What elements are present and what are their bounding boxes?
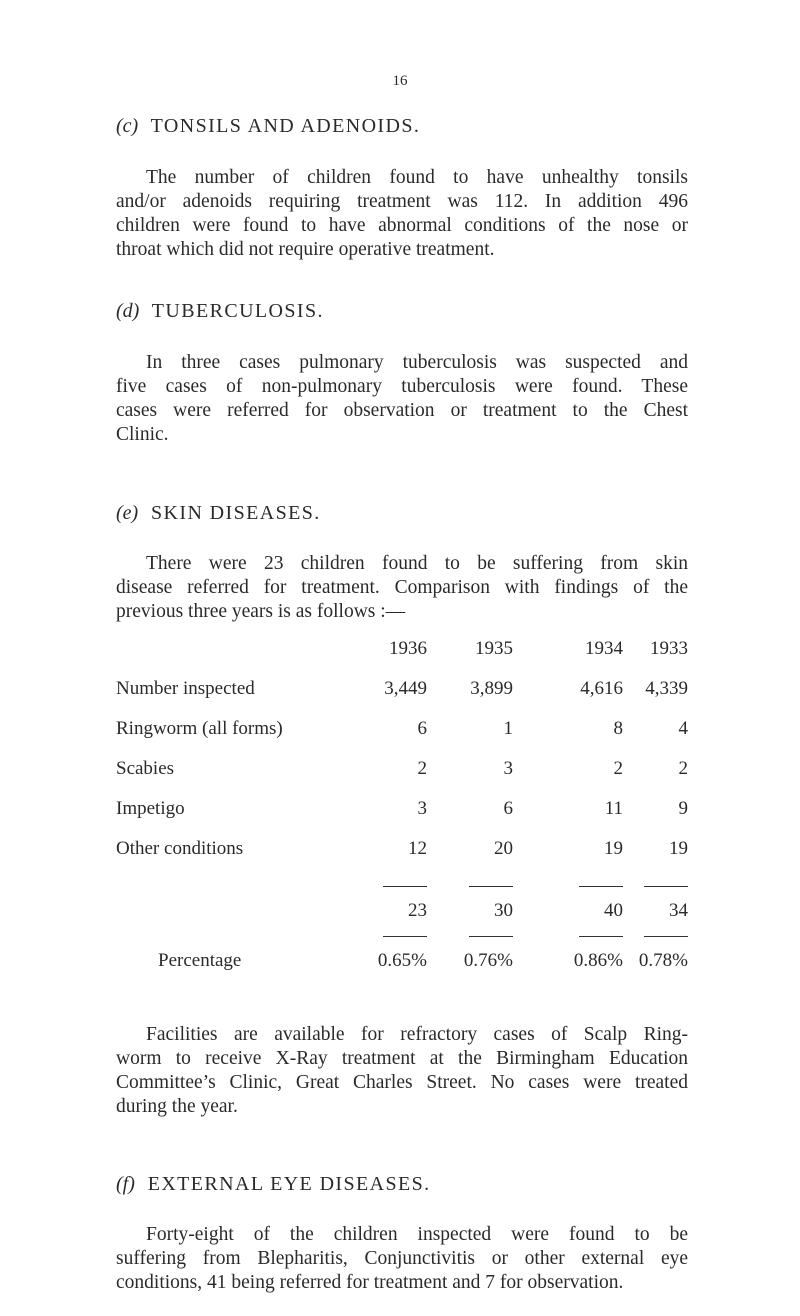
table-row — [116, 838, 688, 864]
total-rule — [644, 936, 688, 937]
text-line: and/or adenoids requiring treatment was 112. In addition 496 — [116, 191, 688, 212]
year-header: 1936 — [389, 638, 427, 659]
table-cell: 12 — [408, 838, 427, 859]
facilities-paragraph — [116, 1023, 688, 1119]
section-title: TUBERCULOSIS. — [151, 300, 324, 322]
row-label: Scabies — [116, 758, 175, 779]
text-line: disease referred for treatment. Comparison with findings of the — [116, 577, 688, 598]
percentage-cell: 0.86% — [573, 950, 623, 971]
table-row — [116, 678, 688, 704]
table-cell: 4,616 — [580, 678, 623, 699]
section-title: EXTERNAL EYE DISEASES. — [147, 1173, 431, 1195]
total-cell: 40 — [604, 900, 623, 921]
table-cell: 6 — [503, 798, 513, 819]
text-line: children were found to have abnormal conditions of the nose or — [116, 215, 688, 236]
year-header: 1934 — [585, 638, 623, 659]
table-cell: 2 — [417, 758, 427, 779]
section-heading-eye — [116, 1173, 431, 1196]
total-cell: 34 — [669, 900, 688, 921]
row-label: Number inspected — [116, 678, 255, 699]
sum-rule — [469, 886, 513, 887]
sum-rule — [644, 886, 688, 887]
skin-paragraph — [116, 552, 688, 624]
table-cell: 19 — [604, 838, 623, 859]
text-line: during the year. — [116, 1096, 238, 1117]
text-line: In three cases pulmonary tuberculosis was suspected and — [146, 352, 688, 373]
sum-rule — [579, 886, 623, 887]
totals-row — [116, 900, 688, 926]
table-cell: 2 — [678, 758, 688, 779]
section-heading-tonsils — [116, 115, 420, 138]
table-cell: 4,339 — [645, 678, 688, 699]
table-cell: 3,899 — [470, 678, 513, 699]
text-line: previous three years is as follows :— — [116, 601, 406, 622]
row-label: Ringworm (all forms) — [116, 718, 283, 739]
table-cell: 8 — [613, 718, 623, 739]
text-line: The number of children found to have unhealthy tonsils — [146, 167, 688, 188]
table-row — [116, 798, 688, 824]
total-cell: 23 — [408, 900, 427, 921]
table-cell: 3 — [417, 798, 427, 819]
table-row — [116, 758, 688, 784]
percentage-cell: 0.65% — [377, 950, 427, 971]
percentage-cell: 0.76% — [463, 950, 513, 971]
text-line: Facilities are available for refractory cases of Scalp Ring- — [146, 1024, 688, 1045]
text-line: conditions, 41 being referred for treatment and 7 for observation. — [116, 1272, 624, 1293]
table-row — [116, 718, 688, 744]
row-label: Impetigo — [116, 798, 185, 819]
section-letter: (f) — [116, 1173, 135, 1195]
table-cell: 19 — [669, 838, 688, 859]
text-line: five cases of non-pulmonary tuberculosis were found. These — [116, 376, 688, 397]
total-rule — [469, 936, 513, 937]
table-cell: 9 — [678, 798, 688, 819]
percentage-cell: 0.78% — [638, 950, 688, 971]
percentage-label: Percentage — [158, 950, 242, 971]
section-heading-skin — [116, 502, 321, 525]
total-rule — [579, 936, 623, 937]
table-cell: 3 — [503, 758, 513, 779]
text-line: suffering from Blepharitis, Conjunctivitis or other external eye — [116, 1248, 688, 1269]
eye-paragraph — [116, 1223, 688, 1295]
section-title: TONSILS AND ADENOIDS. — [150, 115, 421, 137]
table-cell: 4 — [678, 718, 688, 739]
total-rule — [383, 936, 427, 937]
text-line: Clinic. — [116, 424, 169, 445]
year-header: 1935 — [475, 638, 513, 659]
table-cell: 1 — [503, 718, 513, 739]
text-line: Committee’s Clinic, Great Charles Street. No cases were treated — [116, 1072, 688, 1093]
section-letter: (d) — [116, 300, 140, 322]
table-cell: 20 — [494, 838, 513, 859]
table-cell: 11 — [604, 798, 623, 819]
text-line: There were 23 children found to be suffering from skin — [146, 553, 688, 574]
table-header-row — [116, 638, 688, 664]
section-letter: (c) — [116, 115, 139, 137]
tonsils-paragraph — [116, 166, 688, 262]
section-heading-tuberculosis — [116, 300, 324, 323]
sum-rule — [383, 886, 427, 887]
table-cell: 2 — [613, 758, 623, 779]
percentage-row — [116, 950, 688, 976]
text-line: cases were referred for observation or treatment to the Chest — [116, 400, 688, 421]
table-cell: 3,449 — [384, 678, 427, 699]
total-cell: 30 — [494, 900, 513, 921]
text-line: throat which did not require operative treatment. — [116, 239, 495, 260]
section-title: SKIN DISEASES. — [151, 502, 321, 524]
table-cell: 6 — [417, 718, 427, 739]
tuberculosis-paragraph — [116, 351, 688, 447]
section-letter: (e) — [116, 502, 139, 524]
text-line: worm to receive X-Ray treatment at the Birmingham Education — [116, 1048, 688, 1069]
row-label: Other conditions — [116, 838, 244, 859]
page-number: 16 — [392, 73, 408, 89]
year-header: 1933 — [650, 638, 688, 659]
text-line: Forty-eight of the children inspected were found to be — [146, 1224, 688, 1245]
